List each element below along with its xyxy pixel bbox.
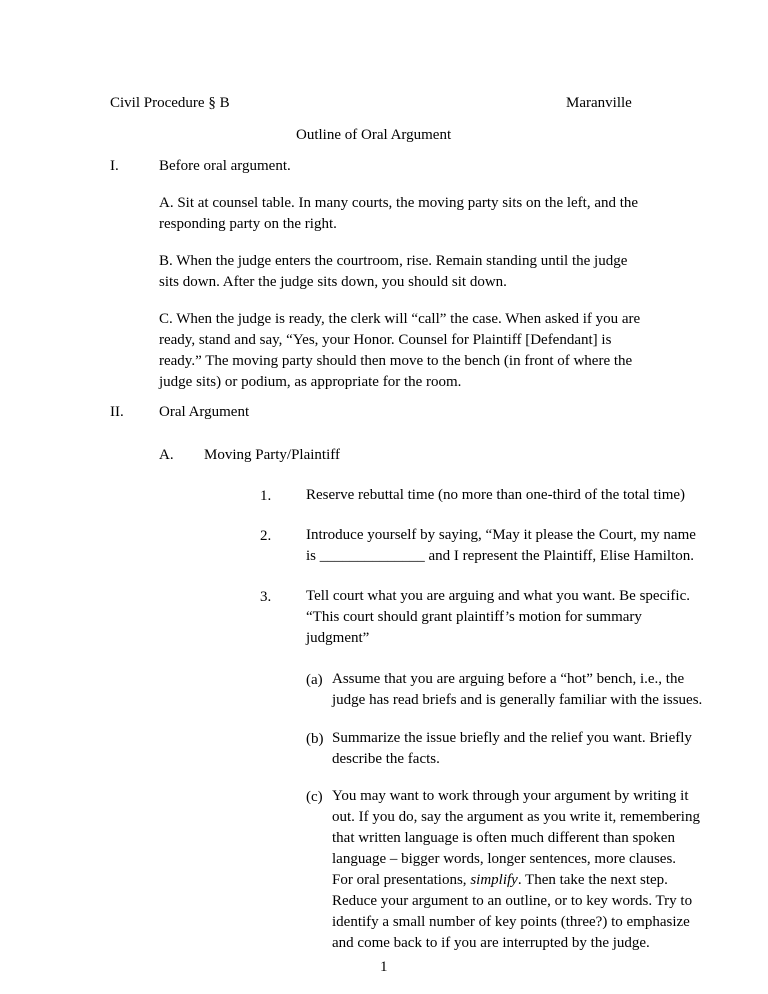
subitem-a-text: Assume that you are arguing before a “hot” bench, i.e., the judge has read briefs and is generally familiar with the issues. <box>332 671 703 708</box>
paragraph-c: C. When the judge is ready, the clerk will “call” the case. When asked if you are ready, stand and say, “Yes, your Honor. Counsel for Plaintiff [Defendant] is ready.” The moving party should then move to the bench (in front of where the judge sits) or podium, as appropriate for the room. <box>159 311 641 390</box>
section-2-numeral: II. <box>110 404 124 420</box>
page-number: 1 <box>380 959 388 975</box>
subitem-b-label: (b) <box>306 731 324 747</box>
section-1-numeral: I. <box>110 158 119 174</box>
item-3-text: Tell court what you are arguing and what you want. Be specific. “This court should grant plaintiff’s motion for summary judgment” <box>306 588 690 646</box>
item-1-text: Reserve rebuttal time (no more than one-third of the total time) <box>306 487 686 503</box>
subsection-a-heading: Moving Party/Plaintiff <box>204 447 340 463</box>
subsection-a-letter: A. <box>159 447 174 463</box>
section-2-heading: Oral Argument <box>159 404 250 420</box>
course-title: Civil Procedure § B <box>110 95 230 111</box>
item-1-number: 1. <box>260 488 272 504</box>
subitem-c-text: You may want to work through your argument by writing it out. If you do, say the argument as you write it, remembering that written language is often much different than spoken language – bigger words, longer sentences, more clauses. For oral presentations, simplify. Then take the next step. Reduce your argument to an outline, or to key words. Try to identify a small number of key points (three?) to emphasize and come back to if you are interrupted by the judge. <box>332 788 700 951</box>
item-2-text: Introduce yourself by saying, “May it please the Court, my name is ______________ and I represent the Plaintiff, Elise Hamilton. <box>306 527 696 564</box>
item-2-number: 2. <box>260 528 272 544</box>
subitem-b-text: Summarize the issue briefly and the relief you want. Briefly describe the facts. <box>332 730 692 767</box>
page-title: Outline of Oral Argument <box>296 127 452 143</box>
item-3-number: 3. <box>260 589 272 605</box>
subitem-c-label: (c) <box>306 789 323 805</box>
subitem-a-label: (a) <box>306 672 323 688</box>
paragraph-b: B. When the judge enters the courtroom, rise. Remain standing until the judge sits down. After the judge sits down, you should sit down. <box>159 253 628 290</box>
paragraph-a: A. Sit at counsel table. In many courts, the moving party sits on the left, and the responding party on the right. <box>159 195 639 232</box>
author-name: Maranville <box>566 95 632 111</box>
section-1-heading: Before oral argument. <box>159 158 291 174</box>
